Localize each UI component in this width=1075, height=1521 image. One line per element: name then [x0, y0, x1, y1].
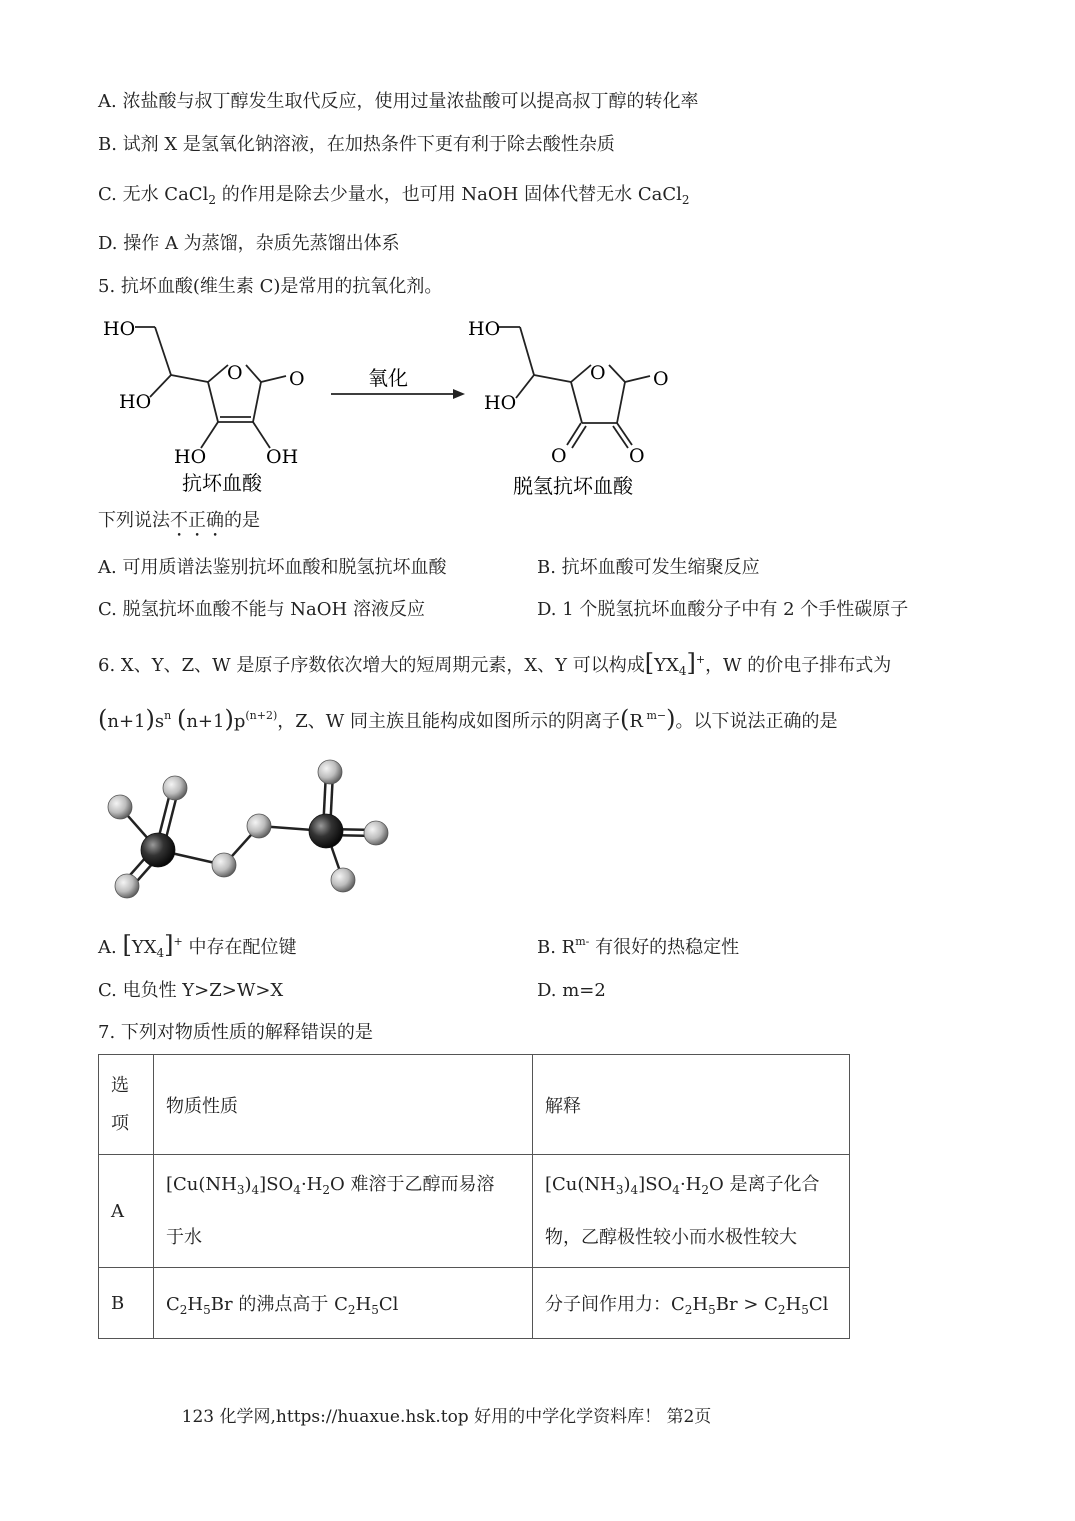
q6-option-a [98, 926, 297, 969]
q6-stem2-suffix: ，Z、W 同主族且能构成如图所示的阴离子 [277, 711, 621, 732]
q5-question-suffix: 的是 [224, 510, 260, 531]
q7-table [98, 1054, 850, 1339]
q5-stem: 5. 抗坏血酸(维生素 C)是常用的抗氧化剂。 [98, 276, 443, 297]
row-b-property [154, 1268, 533, 1339]
atom-ball-icon [331, 868, 355, 892]
formula-c2h5br: $C_2H_5Br$ [166, 1293, 233, 1317]
q6-stem1-suffix: ，W 的价电子排布式为 [705, 655, 892, 676]
row-a-explanation-text-2: 物，乙醇极性较小而水极性较大 [545, 1226, 797, 1248]
atom-ball-icon [247, 814, 271, 838]
q6-option-b [537, 926, 739, 964]
atom-label-ho: HO [103, 318, 136, 340]
atom-ball-icon [115, 874, 139, 898]
q4-option-c-middle: 的作用是除去少量水，也可用 NaOH 固体代替无水 [215, 184, 638, 205]
arrow-head-icon [453, 389, 465, 399]
atom-label-o: O [629, 445, 645, 467]
q5-question-prefix: 下列说法 [98, 510, 170, 531]
q6-option-b-prefix: B. [537, 937, 562, 958]
q5-option-d: D. 1 个脱氢抗坏血酸分子中有 2 个手性碳原子 [537, 599, 909, 620]
atom-label-ho: HO [484, 392, 517, 414]
label-oxidation: 氧化 [368, 366, 408, 390]
row-a-label: A [99, 1155, 154, 1268]
label-dehydroascorbic-acid: 脱氢抗坏血酸 [513, 474, 633, 498]
row-b-explanation [533, 1268, 850, 1339]
q4-option-d: D. 操作 A 为蒸馏，杂质先蒸馏出体系 [98, 233, 400, 254]
formula-yx4-ion: $[YX_4]^+$ [122, 931, 183, 960]
row-a-property-text-2: 于水 [166, 1226, 202, 1248]
atom-label-ho: HO [174, 446, 207, 468]
atom-ball-icon [318, 760, 342, 784]
central-atom-icon [141, 833, 175, 867]
q4-option-b: B. 试剂 X 是氢氧化钠溶液，在加热条件下更有利于除去酸性杂质 [98, 134, 615, 155]
q5-question-emphasis: 不正确 [170, 510, 224, 531]
atom-label-o: O [590, 362, 606, 384]
atom-label-o: O [551, 445, 567, 467]
formula-c2h5cl: $C_2H_5Cl$ [334, 1293, 399, 1317]
atom-label-o: O [653, 368, 669, 390]
formula-comparison: $C_2H_5Br > C_2H_5Cl$ [671, 1293, 829, 1317]
q4-option-c [98, 180, 690, 215]
q6-option-a-prefix: A. [98, 937, 123, 958]
atom-ball-icon [108, 795, 132, 819]
row-b-label: B [99, 1268, 154, 1339]
formula-cacl2: CaCl$_2$ [637, 184, 690, 207]
header-explanation-cell: 解释 [533, 1055, 850, 1155]
formula-electron-config: $(n+1)s^n$ $(n+1)p^{(n+2)}$ [98, 705, 278, 733]
anion-ball-and-stick-model [98, 752, 398, 907]
atom-label-ho: HO [468, 318, 501, 340]
atom-ball-icon [212, 853, 236, 877]
q5-option-b: B. 抗坏血酸可发生缩聚反应 [537, 557, 760, 578]
header-option-cell [99, 1055, 154, 1155]
q5-option-c: C. 脱氢抗坏血酸不能与 NaOH 溶液反应 [98, 599, 425, 620]
page-footer: 123 化学网,https://huaxue.hsk.top 好用的中学化学资料库！ 第2页 [181, 1407, 712, 1427]
q6-stem-line2 [98, 699, 837, 739]
atom-ball-icon [163, 776, 187, 800]
row-a-property [154, 1155, 533, 1268]
label-ascorbic-acid: 抗坏血酸 [182, 471, 262, 495]
row-a-explanation-text-1: 是离子化合 [723, 1173, 820, 1195]
q6-stem1-prefix: 6. X、Y、Z、W 是原子序数依次增大的短周期元素，X、Y 可以构成 [98, 655, 645, 676]
header-option-char-1: 选 [111, 1074, 129, 1096]
row-a-property-text-1: 难溶于乙醇而易溶 [344, 1173, 495, 1195]
row-a-explanation [533, 1155, 850, 1268]
q6-option-a-suffix: 中存在配位键 [182, 937, 297, 958]
q4-option-a: A. 浓盐酸与叔丁醇发生取代反应，使用过量浓盐酸可以提高叔丁醇的转化率 [98, 91, 699, 112]
q5-option-a: A. 可用质谱法鉴别抗坏血酸和脱氢抗坏血酸 [98, 557, 447, 578]
ascorbic-acid-reaction-diagram [98, 305, 678, 505]
atom-label-oh: OH [266, 446, 299, 468]
q6-option-b-suffix: 有很好的热稳定性 [589, 937, 740, 958]
atom-label-ho: HO [119, 391, 152, 413]
header-option-char-2: 项 [111, 1112, 129, 1134]
q6-stem2-end: 。以下说法正确的是 [675, 711, 838, 732]
formula-anion-r: (R $^{m-}$) [620, 705, 676, 733]
q6-stem-line1 [98, 643, 891, 688]
q4-option-c-prefix: C. 无水 [98, 184, 165, 205]
q7-stem: 7. 下列对物质性质的解释错误的是 [98, 1022, 373, 1043]
q5-question [98, 509, 260, 541]
atom-label-o: O [289, 368, 305, 390]
table-row [99, 1268, 850, 1339]
formula-cacl2: CaCl$_2$ [164, 184, 216, 207]
q6-option-c: C. 电负性 Y>Z>W>X [98, 980, 284, 1001]
formula-anion-r: $R^{m-}$ [561, 935, 590, 958]
table-header-row [99, 1055, 850, 1155]
formula-yx4-ion: $[YX_4]^+$ [644, 649, 706, 678]
formula-cu-complex: $[Cu(NH_3)_4]SO_4\cdot H_2O$ [166, 1173, 345, 1197]
q6-option-d: D. m=2 [537, 980, 606, 1001]
row-b-explanation-prefix: 分子间作用力： [545, 1293, 671, 1315]
atom-label-o: O [227, 362, 243, 384]
table-row [99, 1155, 850, 1268]
header-property-cell: 物质性质 [154, 1055, 533, 1155]
atom-ball-icon [364, 821, 388, 845]
formula-cu-complex: $[Cu(NH_3)_4]SO_4\cdot H_2O$ [545, 1173, 724, 1197]
row-b-property-text: 的沸点高于 [232, 1293, 335, 1315]
central-atom-icon [309, 814, 343, 848]
